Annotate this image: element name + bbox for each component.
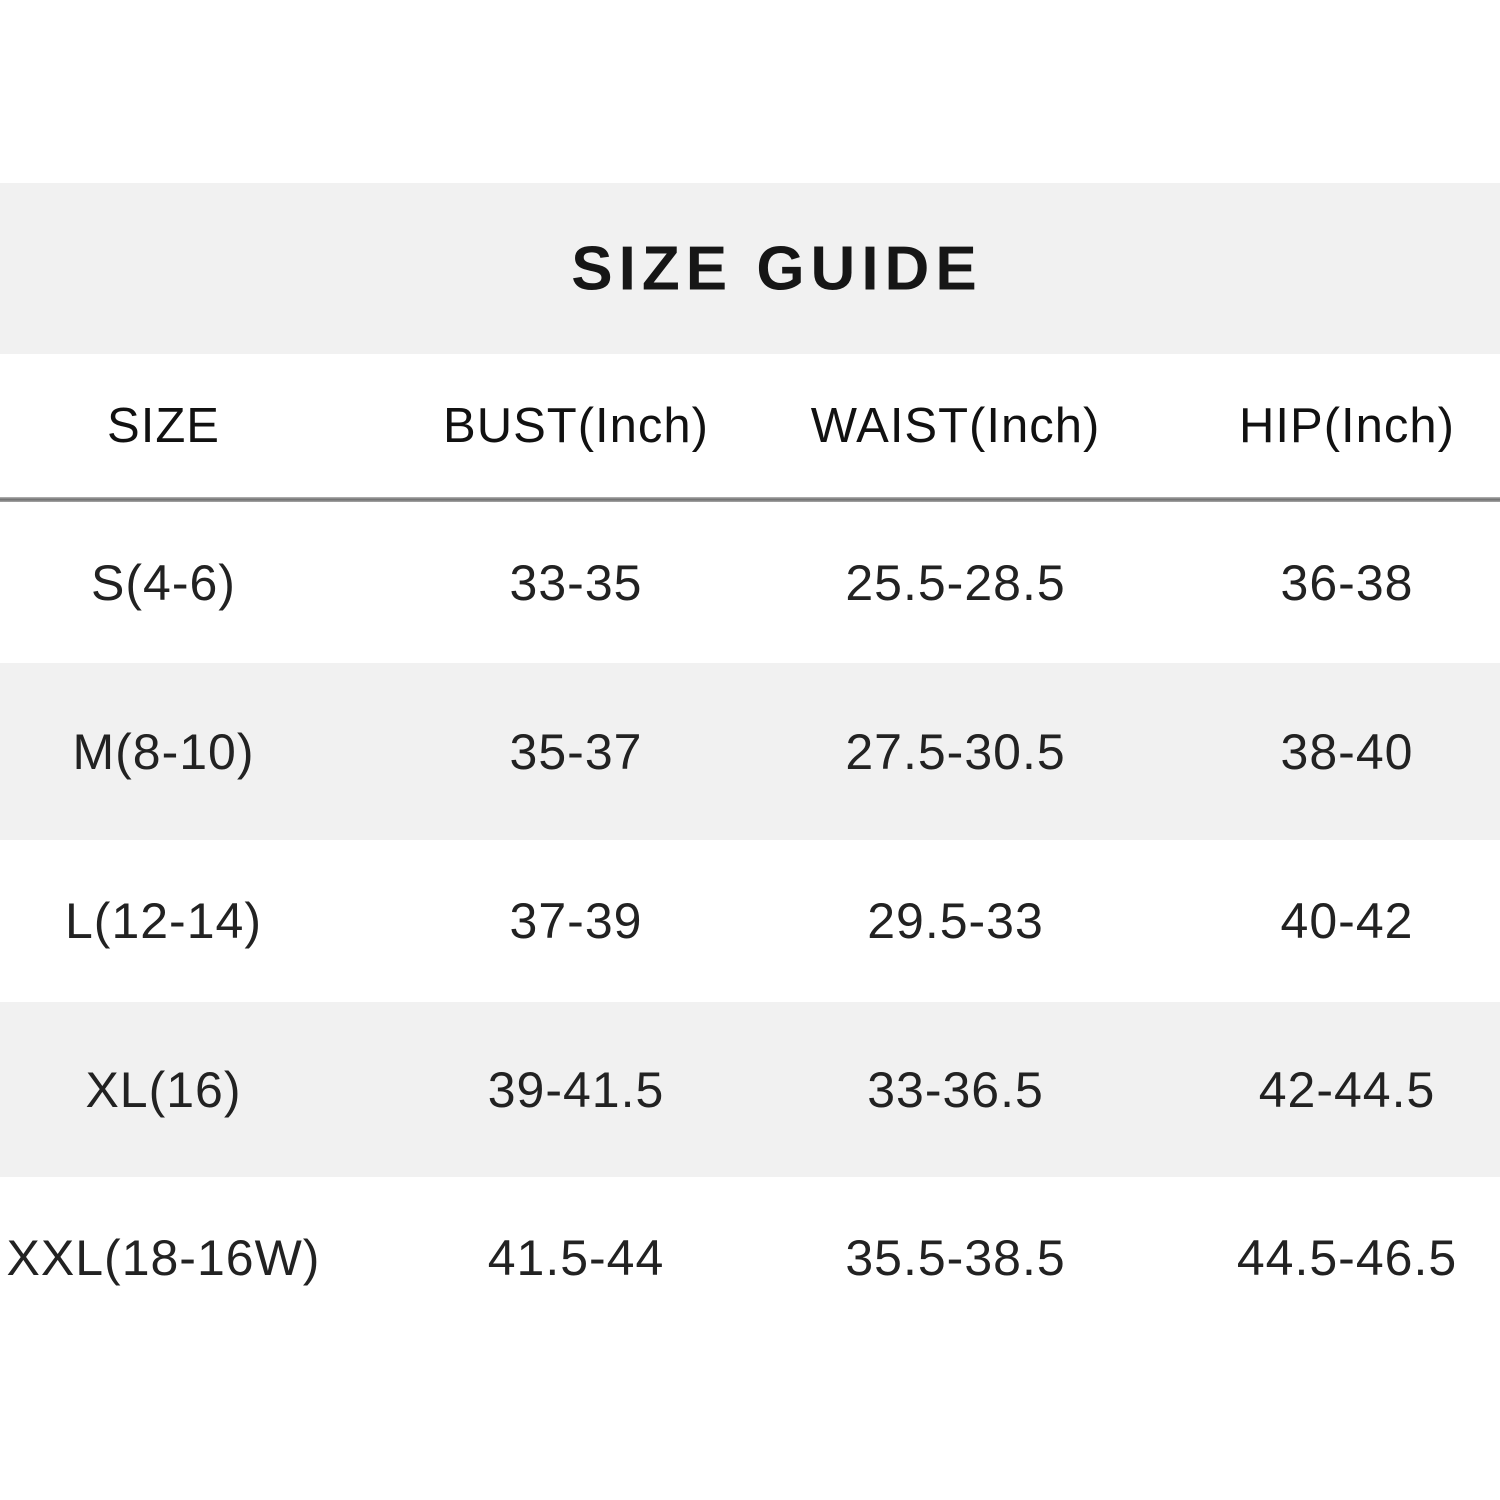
hip-cell: 40-42 xyxy=(1280,893,1414,949)
column-header-size: SIZE xyxy=(107,398,220,453)
column-header-bust: BUST(Inch) xyxy=(443,398,709,453)
size-cell: M(8-10) xyxy=(72,723,255,780)
hip-cell: 38-40 xyxy=(1280,723,1414,780)
hip-cell: 36-38 xyxy=(1280,554,1414,611)
waist-cell: 35.5-38.5 xyxy=(845,1230,1066,1286)
size-cell: S(4-6) xyxy=(91,554,236,611)
waist-cell: 25.5-28.5 xyxy=(845,554,1066,611)
table-header-row xyxy=(0,354,1500,497)
table-row xyxy=(0,1002,1500,1177)
bust-cell: 33-35 xyxy=(509,554,643,611)
column-header-hip: HIP(Inch) xyxy=(1239,398,1455,453)
table-row xyxy=(0,663,1500,840)
bust-cell: 39-41.5 xyxy=(487,1061,665,1118)
table-row xyxy=(0,502,1500,663)
title-band xyxy=(0,183,1500,354)
size-cell: L(12-14) xyxy=(64,893,262,949)
page-title: SIZE GUIDE xyxy=(571,234,983,303)
table-row xyxy=(0,840,1500,1002)
column-header-waist: WAIST(Inch) xyxy=(810,398,1101,453)
hip-cell: 44.5-46.5 xyxy=(1236,1230,1458,1286)
table-row xyxy=(0,1177,1500,1339)
bust-cell: 41.5-44 xyxy=(487,1230,665,1286)
bust-cell: 35-37 xyxy=(509,723,643,780)
size-cell: XXL(18-16W) xyxy=(6,1230,321,1286)
hip-cell: 42-44.5 xyxy=(1258,1061,1436,1118)
waist-cell: 29.5-33 xyxy=(867,893,1044,949)
waist-cell: 27.5-30.5 xyxy=(845,723,1066,780)
bust-cell: 37-39 xyxy=(509,893,643,949)
waist-cell: 33-36.5 xyxy=(867,1061,1044,1118)
size-cell: XL(16) xyxy=(85,1061,242,1118)
